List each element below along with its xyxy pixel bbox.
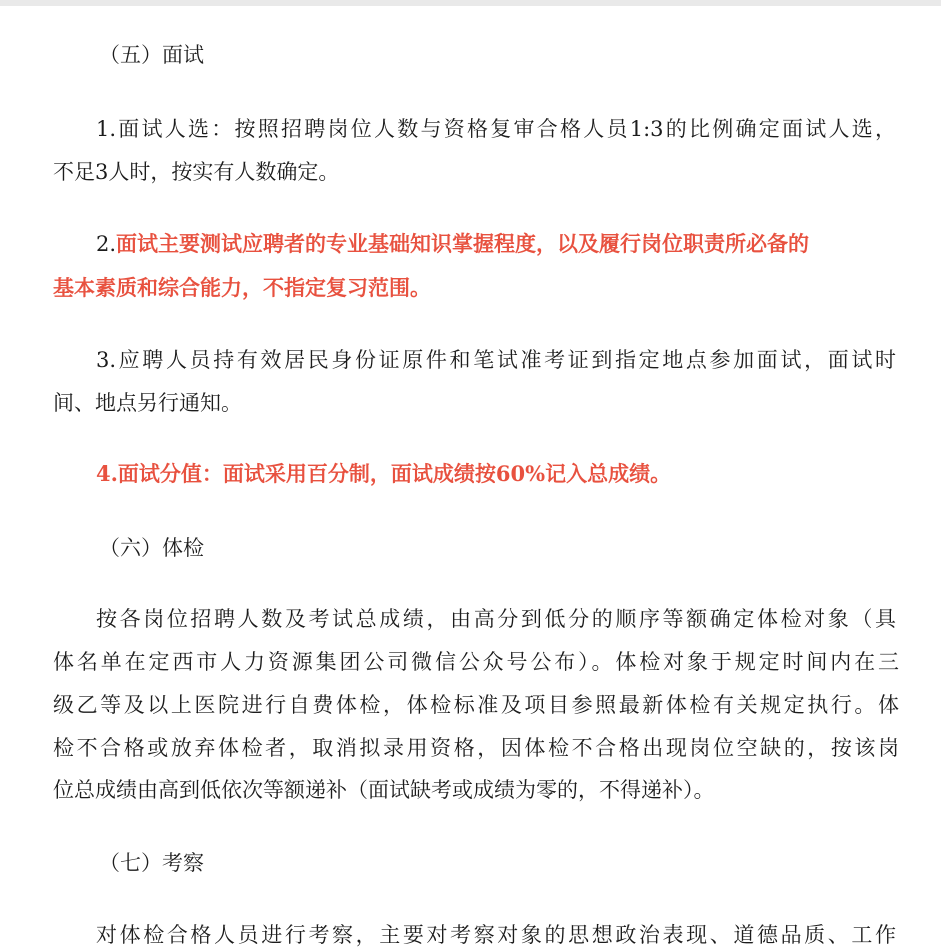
paragraph-interview-candidates-line1: 1.面试人选：按照招聘岗位人数与资格复审合格人员1:3的比例确定面试人选， [96, 117, 896, 141]
paragraph-physical-exam-line2: 体名单在定西市人力资源集团公司微信公众号公布）。体检对象于规定时间内在三 [53, 650, 899, 674]
paragraph-interview-content-line2: 基本素质和综合能力，不指定复习范围。 [53, 275, 431, 300]
section-heading-inspection: （七）考察 [99, 851, 204, 875]
section-heading-physical-exam: （六）体检 [99, 536, 204, 560]
paragraph-inspection-line1: 对体检合格人员进行考察，主要对考察对象的思想政治表现、道德品质、工作 [96, 923, 896, 947]
paragraph-physical-exam-line4: 检不合格或放弃体检者，取消拟录用资格，因体检不合格出现岗位空缺的，按该岗 [53, 736, 899, 760]
paragraph-physical-exam-line5: 位总成绩由高到低依次等额递补（面试缺考或成绩为零的，不得递补）。 [53, 778, 715, 802]
paragraph-physical-exam-line1: 按各岗位招聘人数及考试总成绩，由高分到低分的顺序等额确定体检对象（具 [96, 607, 896, 631]
paragraph-interview-documents-line1: 3.应聘人员持有效居民身份证原件和笔试准考证到指定地点参加面试，面试时 [96, 348, 896, 372]
paragraph-interview-candidates-line2: 不足3人时，按实有人数确定。 [53, 160, 340, 184]
section-heading-interview: （五）面试 [99, 43, 204, 67]
paragraph-physical-exam-line3: 级乙等及以上医院进行自费体检，体检标准及项目参照最新体检有关规定执行。体 [53, 693, 899, 717]
paragraph-interview-score: 4.面试分值：面试采用百分制，面试成绩按60%记入总成绩。 [96, 461, 672, 486]
paragraph-interview-content-line1 [96, 229, 809, 259]
paragraph-number: 2. [96, 232, 117, 256]
paragraph-interview-documents-line2: 间、地点另行通知。 [53, 391, 242, 415]
highlighted-text: 面试主要测试应聘者的专业基础知识掌握程度，以及履行岗位职责所必备的 [116, 231, 810, 256]
